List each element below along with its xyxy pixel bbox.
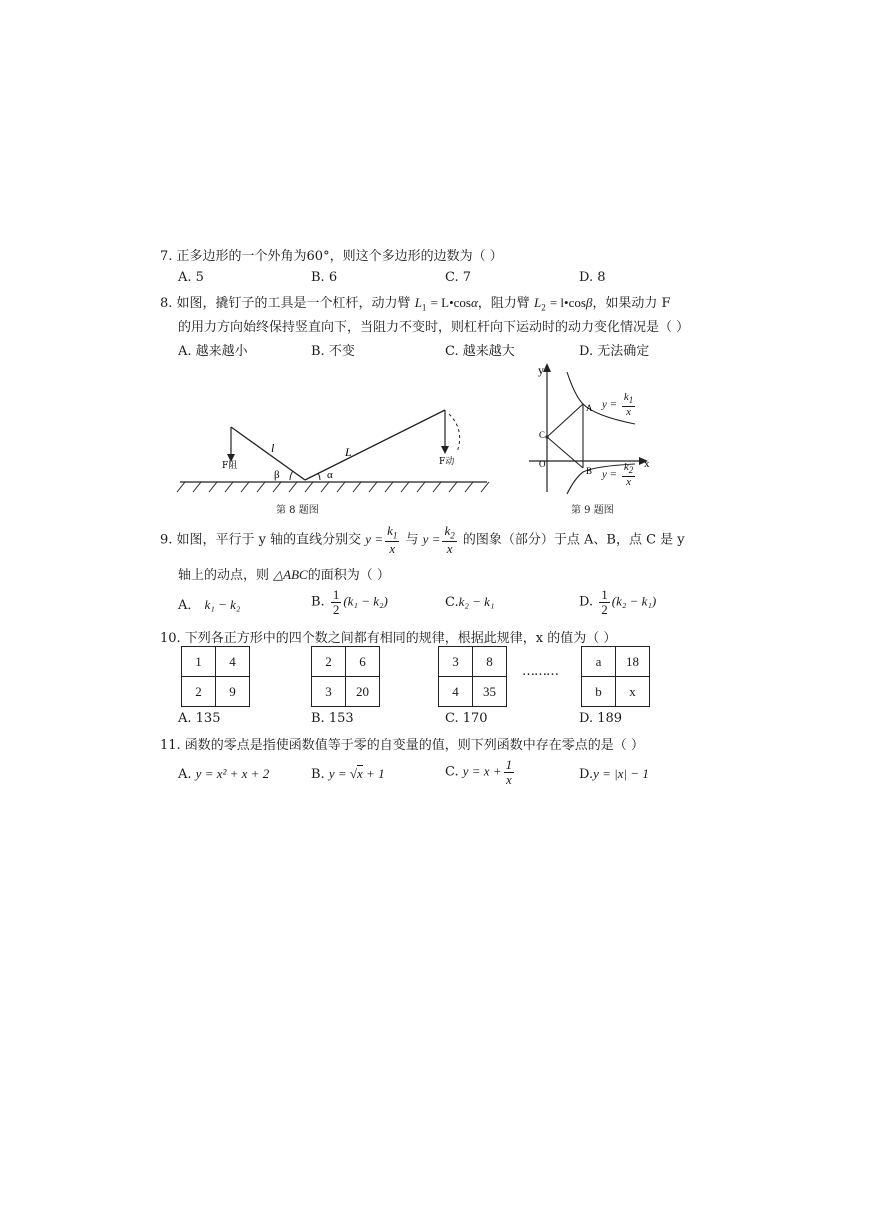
- q7-stem: 7. 正多边形的一个外角为60°，则这个多边形的边数为（ ）: [160, 249, 503, 264]
- q10-square-2: [311, 646, 380, 707]
- q11-stem: 11. 函数的零点是指使函数值等于零的自变量的值，则下列函数中存在零点的是（ ）: [160, 738, 644, 753]
- q7-option-c: C. 7: [445, 270, 472, 285]
- cell: 3: [439, 647, 473, 677]
- cell: 4: [216, 647, 250, 677]
- q7-option-d: D. 8: [579, 270, 606, 285]
- q9-stem-line2: 轴上的动点，则 △ABC的面积为（ ）: [178, 567, 390, 583]
- cell: x: [616, 677, 650, 707]
- cell: 2: [312, 647, 346, 677]
- axis-y-label: y: [538, 363, 544, 377]
- q8-option-c: C. 越来越大: [445, 344, 515, 359]
- q8-option-a: A. 越来越小: [178, 344, 248, 359]
- point-a-label: A: [586, 403, 593, 413]
- axis-x-label: x: [644, 458, 650, 470]
- q9-stem-line1: 9. 如图，平行于 y 轴的直线分别交 y = $\frac{k_1}{x}$ 与 y = $\frac{k_2}{x}$ 的图象（部分）于点 A、B，点 C 是 y: [160, 523, 685, 557]
- label-l: l: [271, 441, 275, 455]
- label-f-power: F动: [439, 457, 455, 467]
- fig9-eq-top: y = $\frac{k_1}{x}$: [602, 391, 634, 418]
- cell: 2: [182, 677, 216, 707]
- q11-option-d: D.y = |x| − 1: [579, 766, 649, 782]
- q11-option-c: C. y = x + $\frac{1}{x}$: [445, 757, 513, 787]
- label-alpha: α: [327, 469, 333, 481]
- q10-ellipsis: ………: [522, 664, 558, 679]
- q10-square-1: [181, 646, 250, 707]
- q10-square-4: [581, 646, 650, 707]
- cell: 1: [182, 647, 216, 677]
- q10-option-c: C. 170: [445, 711, 488, 726]
- cell: 8: [473, 647, 507, 677]
- cell: 9: [216, 677, 250, 707]
- cell: 3: [312, 677, 346, 707]
- cell: 18: [616, 647, 650, 677]
- q10-option-a: A. 135: [178, 711, 221, 726]
- q9-option-d: D. $\frac{1}{2}$ (k₂ − k₁): [579, 587, 657, 617]
- q8-stem-line1: 8. 如图，撬钉子的工具是一个杠杆，动力臂 $L_1$ = L•cosα，阻力臂 $L_2$ = l•cosβ，如果动力 F: [160, 295, 671, 313]
- cell: b: [582, 677, 616, 707]
- q9-option-a: A． k₁ − k₂: [178, 597, 241, 613]
- q9-option-c: C.k₂ − k₁: [445, 594, 495, 610]
- cell: 6: [346, 647, 380, 677]
- point-b-label: B: [586, 466, 593, 476]
- point-c-label: C: [539, 430, 546, 440]
- q8-stem-line2: 的用力方向始终保持竖直向下，当阻力不变时，则杠杆向下运动时的动力变化情况是（ ）: [178, 320, 690, 335]
- q8-option-d: D. 无法确定: [579, 344, 650, 359]
- q7-option-b: B. 6: [311, 270, 338, 285]
- fig9-eq-bottom: y = $\frac{k_2}{x}$: [602, 461, 634, 488]
- q9-option-b: B. $\frac{1}{2}$ (k₁ − k₂): [311, 587, 388, 617]
- sqrt-symbol: √: [349, 766, 358, 781]
- q10-square-3: [438, 646, 507, 707]
- q8-option-b: B. 不变: [311, 344, 355, 359]
- q10-option-b: B. 153: [311, 711, 354, 726]
- label-L: L: [345, 445, 352, 459]
- label-beta: β: [274, 469, 280, 481]
- cell: 20: [346, 677, 380, 707]
- origin-label: O: [539, 459, 546, 469]
- figure-8-caption: 第 8 题图: [276, 505, 319, 516]
- label-f-resist: F阻: [222, 461, 238, 471]
- cell: 4: [439, 677, 473, 707]
- figure-9-graph: [525, 360, 660, 495]
- q7-option-a: A. 5: [178, 270, 204, 285]
- q11-option-b: B. y = √x + 1: [311, 766, 385, 782]
- figure-9-caption: 第 9 题图: [571, 505, 614, 516]
- q10-option-d: D. 189: [579, 711, 623, 726]
- cell: 35: [473, 677, 507, 707]
- q11-option-a: A. y = x² + x + 2: [178, 766, 270, 782]
- q10-stem: 10. 下列各正方形中的四个数之间都有相同的规律，根据此规律，x 的值为（ ）: [160, 631, 617, 646]
- cell: a: [582, 647, 616, 677]
- figure-8-lever: [175, 400, 495, 520]
